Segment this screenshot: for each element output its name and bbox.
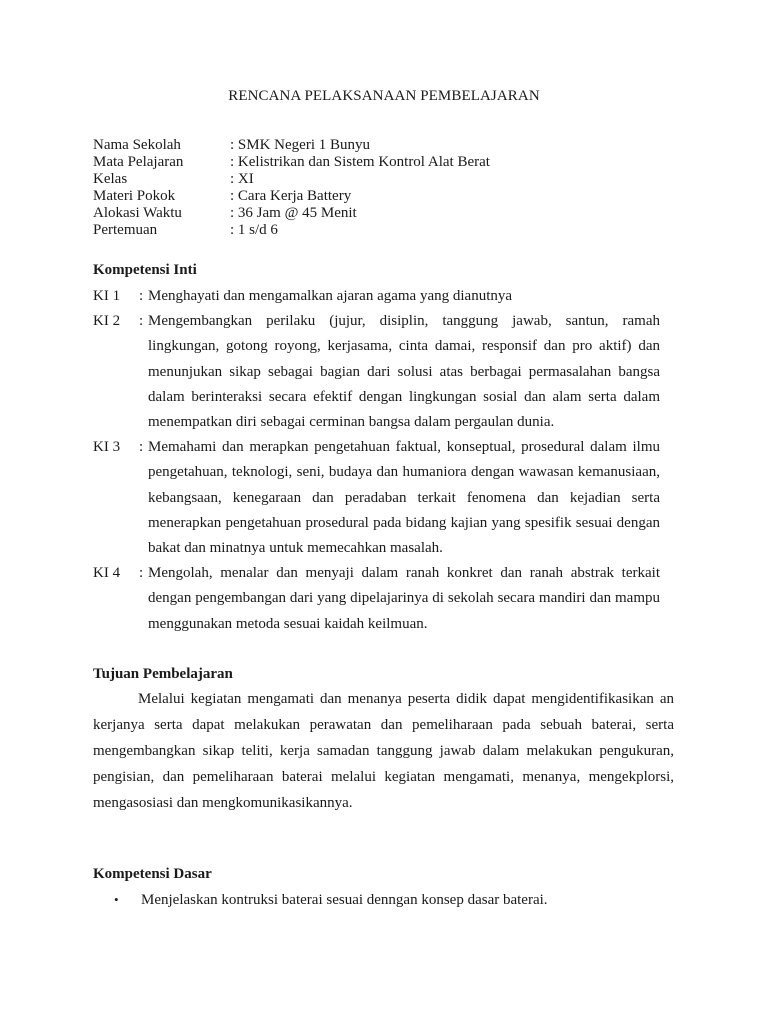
kompetensi-inti-heading: Kompetensi Inti [93, 262, 197, 278]
info-block [93, 137, 490, 239]
info-row-kelas [93, 171, 490, 188]
ki-text: Menghayati dan mengamalkan ajaran agama yang dianutnya [148, 288, 513, 304]
info-row-mata-pelajaran [93, 154, 490, 171]
document-title: RENCANA PELAKSANAAN PEMBELAJARAN [228, 88, 540, 104]
ki-text: Memahami dan merapkan pengetahuan faktual, konseptual, prosedural dalam ilmu pengetahuan, teknologi, seni, budaya dan humaniora dengan wawasan kemanusiaan, kebangsaan, kenegaraan dan peradaban terkait fenomena dan kejadian serta menerapkan pengetahuan prosedural pada bidang kajian yang spesifik sesuai dengan bakat dan minatnya untuk memecahkan masalah. [148, 439, 660, 557]
ki-item-1 [93, 284, 660, 309]
ki-text: Mengembangkan perilaku (jujur, disiplin, tanggung jawab, santun, ramah lingkungan, gotong royong, kerjasama, cinta damai, responsif dan pro aktif) dan menunjukan sikap sebagai bagian dari solusi atas berbagai permasalahan bangsa dalam berinteraksi secara efektif dengan lingkungan sosial dan alam serta dalam menempatkan diri sebagai cerminan bangsa dalam pergaulan dunia. [148, 313, 660, 431]
ki-colon: : [139, 288, 144, 304]
ki-item-2 [93, 309, 660, 435]
ki-colon: : [139, 439, 144, 455]
info-value: : SMK Negeri 1 Bunyu [230, 137, 370, 153]
info-value: : XI [230, 171, 254, 187]
info-label: Alokasi Waktu [93, 205, 182, 221]
kd-item-text: Menjelaskan kontruksi baterai sesuai denngan konsep dasar baterai. [141, 892, 548, 908]
info-value: : 36 Jam @ 45 Menit [230, 205, 357, 221]
info-label: Kelas [93, 171, 128, 187]
info-value: : Kelistrikan dan Sistem Kontrol Alat Berat [230, 154, 490, 170]
info-label: Nama Sekolah [93, 137, 181, 153]
info-value: : Cara Kerja Battery [230, 188, 352, 204]
ki-item-4 [93, 561, 660, 637]
info-label: Mata Pelajaran [93, 154, 184, 170]
tujuan-heading: Tujuan Pembelajaran [93, 666, 233, 682]
ki-code: KI 3 [93, 439, 121, 455]
bullet-icon: • [114, 892, 119, 907]
ki-colon: : [139, 565, 144, 581]
info-row-pertemuan [93, 222, 490, 239]
tujuan-paragraph: Melalui kegiatan mengamati dan menanya peserta didik dapat mengidentifikasikan an kerjanya serta dapat melakukan perawatan dan pemeliharaan pada sebuah baterai, serta mengembangkan sikap teliti, kerja samadan tanggung jawab dalam melakukan pengukuran, pengisian, dan pemeliharaan baterai melalui kegiatan mengamati, menanya, mengekplorsi, mengasosiasi dan mengkomunikasikannya. [93, 691, 674, 811]
info-value: : 1 s/d 6 [230, 222, 278, 238]
ki-item-3 [93, 435, 660, 561]
ki-code: KI 1 [93, 288, 121, 304]
ki-code: KI 4 [93, 565, 121, 581]
ki-text: Mengolah, menalar dan menyaji dalam ranah konkret dan ranah abstrak terkait dengan pengembangan dari yang dipelajarinya di sekolah secara mandiri dan mampu menggunakan metoda sesuai kaidah keilmuan. [148, 565, 660, 632]
info-row-materi-pokok [93, 188, 490, 205]
info-row-nama-sekolah [93, 137, 490, 154]
ki-code: KI 2 [93, 313, 121, 329]
info-label: Pertemuan [93, 222, 158, 238]
ki-colon: : [139, 313, 144, 329]
kompetensi-dasar-heading: Kompetensi Dasar [93, 866, 212, 882]
info-row-alokasi-waktu [93, 205, 490, 222]
info-label: Materi Pokok [93, 188, 176, 204]
